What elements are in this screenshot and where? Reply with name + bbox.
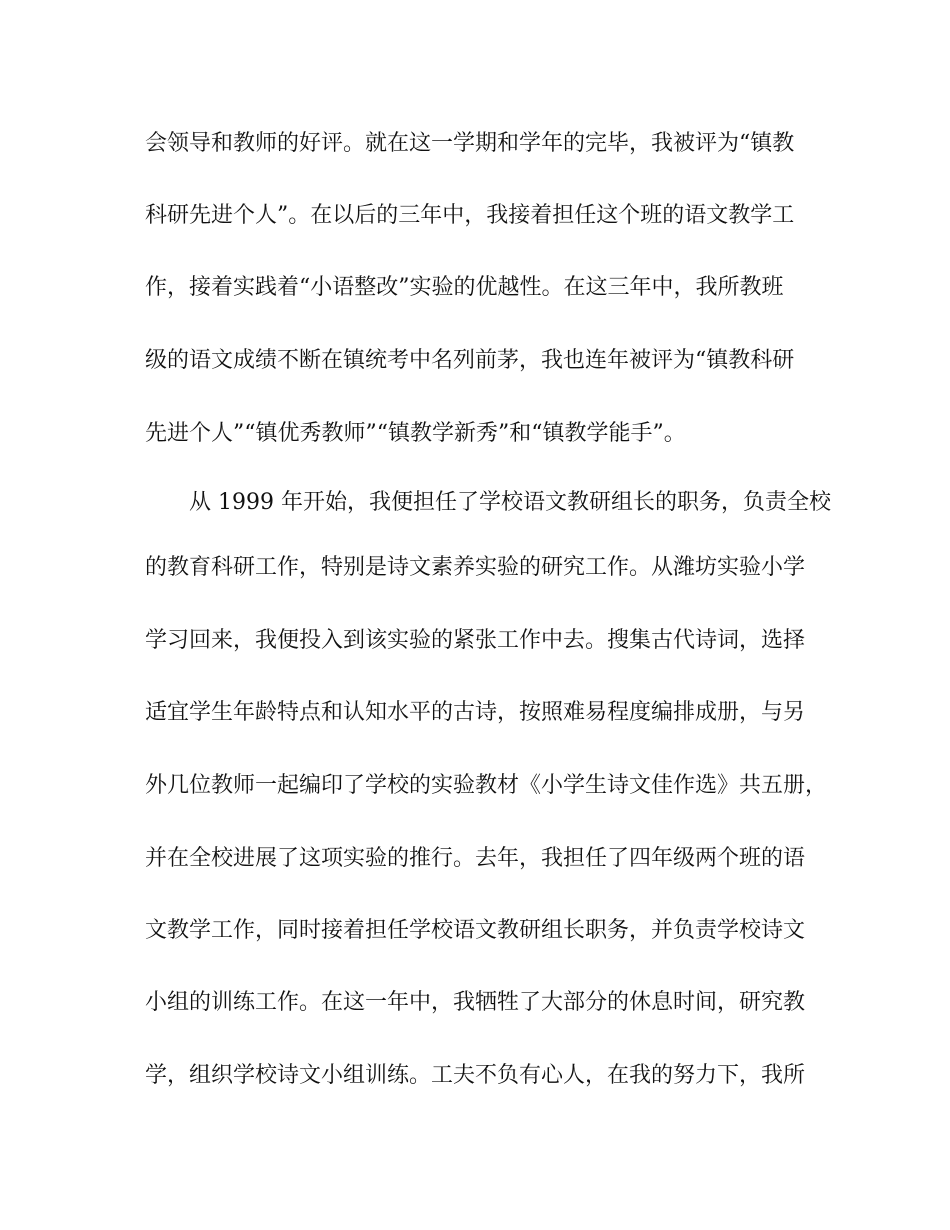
text-line: 作，接着实践着“小语整改”实验的优越性。在这三年中，我所教班	[145, 275, 784, 300]
text-line: 并在全校进展了这项实验的推行。去年，我担任了四年级两个班的语	[145, 846, 806, 871]
text-line: 文教学工作，同时接着担任学校语文教研组长职务，并负责学校诗文	[145, 918, 806, 943]
text-line: 的教育科研工作，特别是诗文素养实验的研究工作。从潍坊实验小学	[145, 555, 806, 580]
paragraph-first-line: 从 1999 年开始，我便担任了学校语文教研组长的职务，负责全校	[189, 490, 831, 515]
text-line: 学，组织学校诗文小组训练。工夫不负有心人，在我的努力下，我所	[145, 1063, 806, 1088]
text-line: 级的语文成绩不断在镇统考中名列前茅，我也连年被评为“镇教科研	[145, 348, 795, 373]
text-line: 先进个人”“镇优秀教师”“镇教学新秀”和“镇教学能手”。	[145, 421, 686, 446]
text-line: 会领导和教师的好评。就在这一学期和学年的完毕，我被评为“镇教	[145, 131, 795, 156]
text-line: 外几位教师一起编印了学校的实验教材《小学生诗文佳作选》共五册，	[145, 773, 828, 798]
text-line: 学习回来，我便投入到该实验的紧张工作中去。搜集古代诗词，选择	[145, 628, 806, 653]
text-line: 适宜学生年龄特点和认知水平的古诗，按照难易程度编排成册，与另	[145, 700, 806, 725]
text-line: 小组的训练工作。在这一年中，我牺牲了大部分的休息时间，研究教	[145, 990, 806, 1015]
text-line: 科研先进个人”。在以后的三年中，我接着担任这个班的语文教学工	[145, 203, 795, 228]
